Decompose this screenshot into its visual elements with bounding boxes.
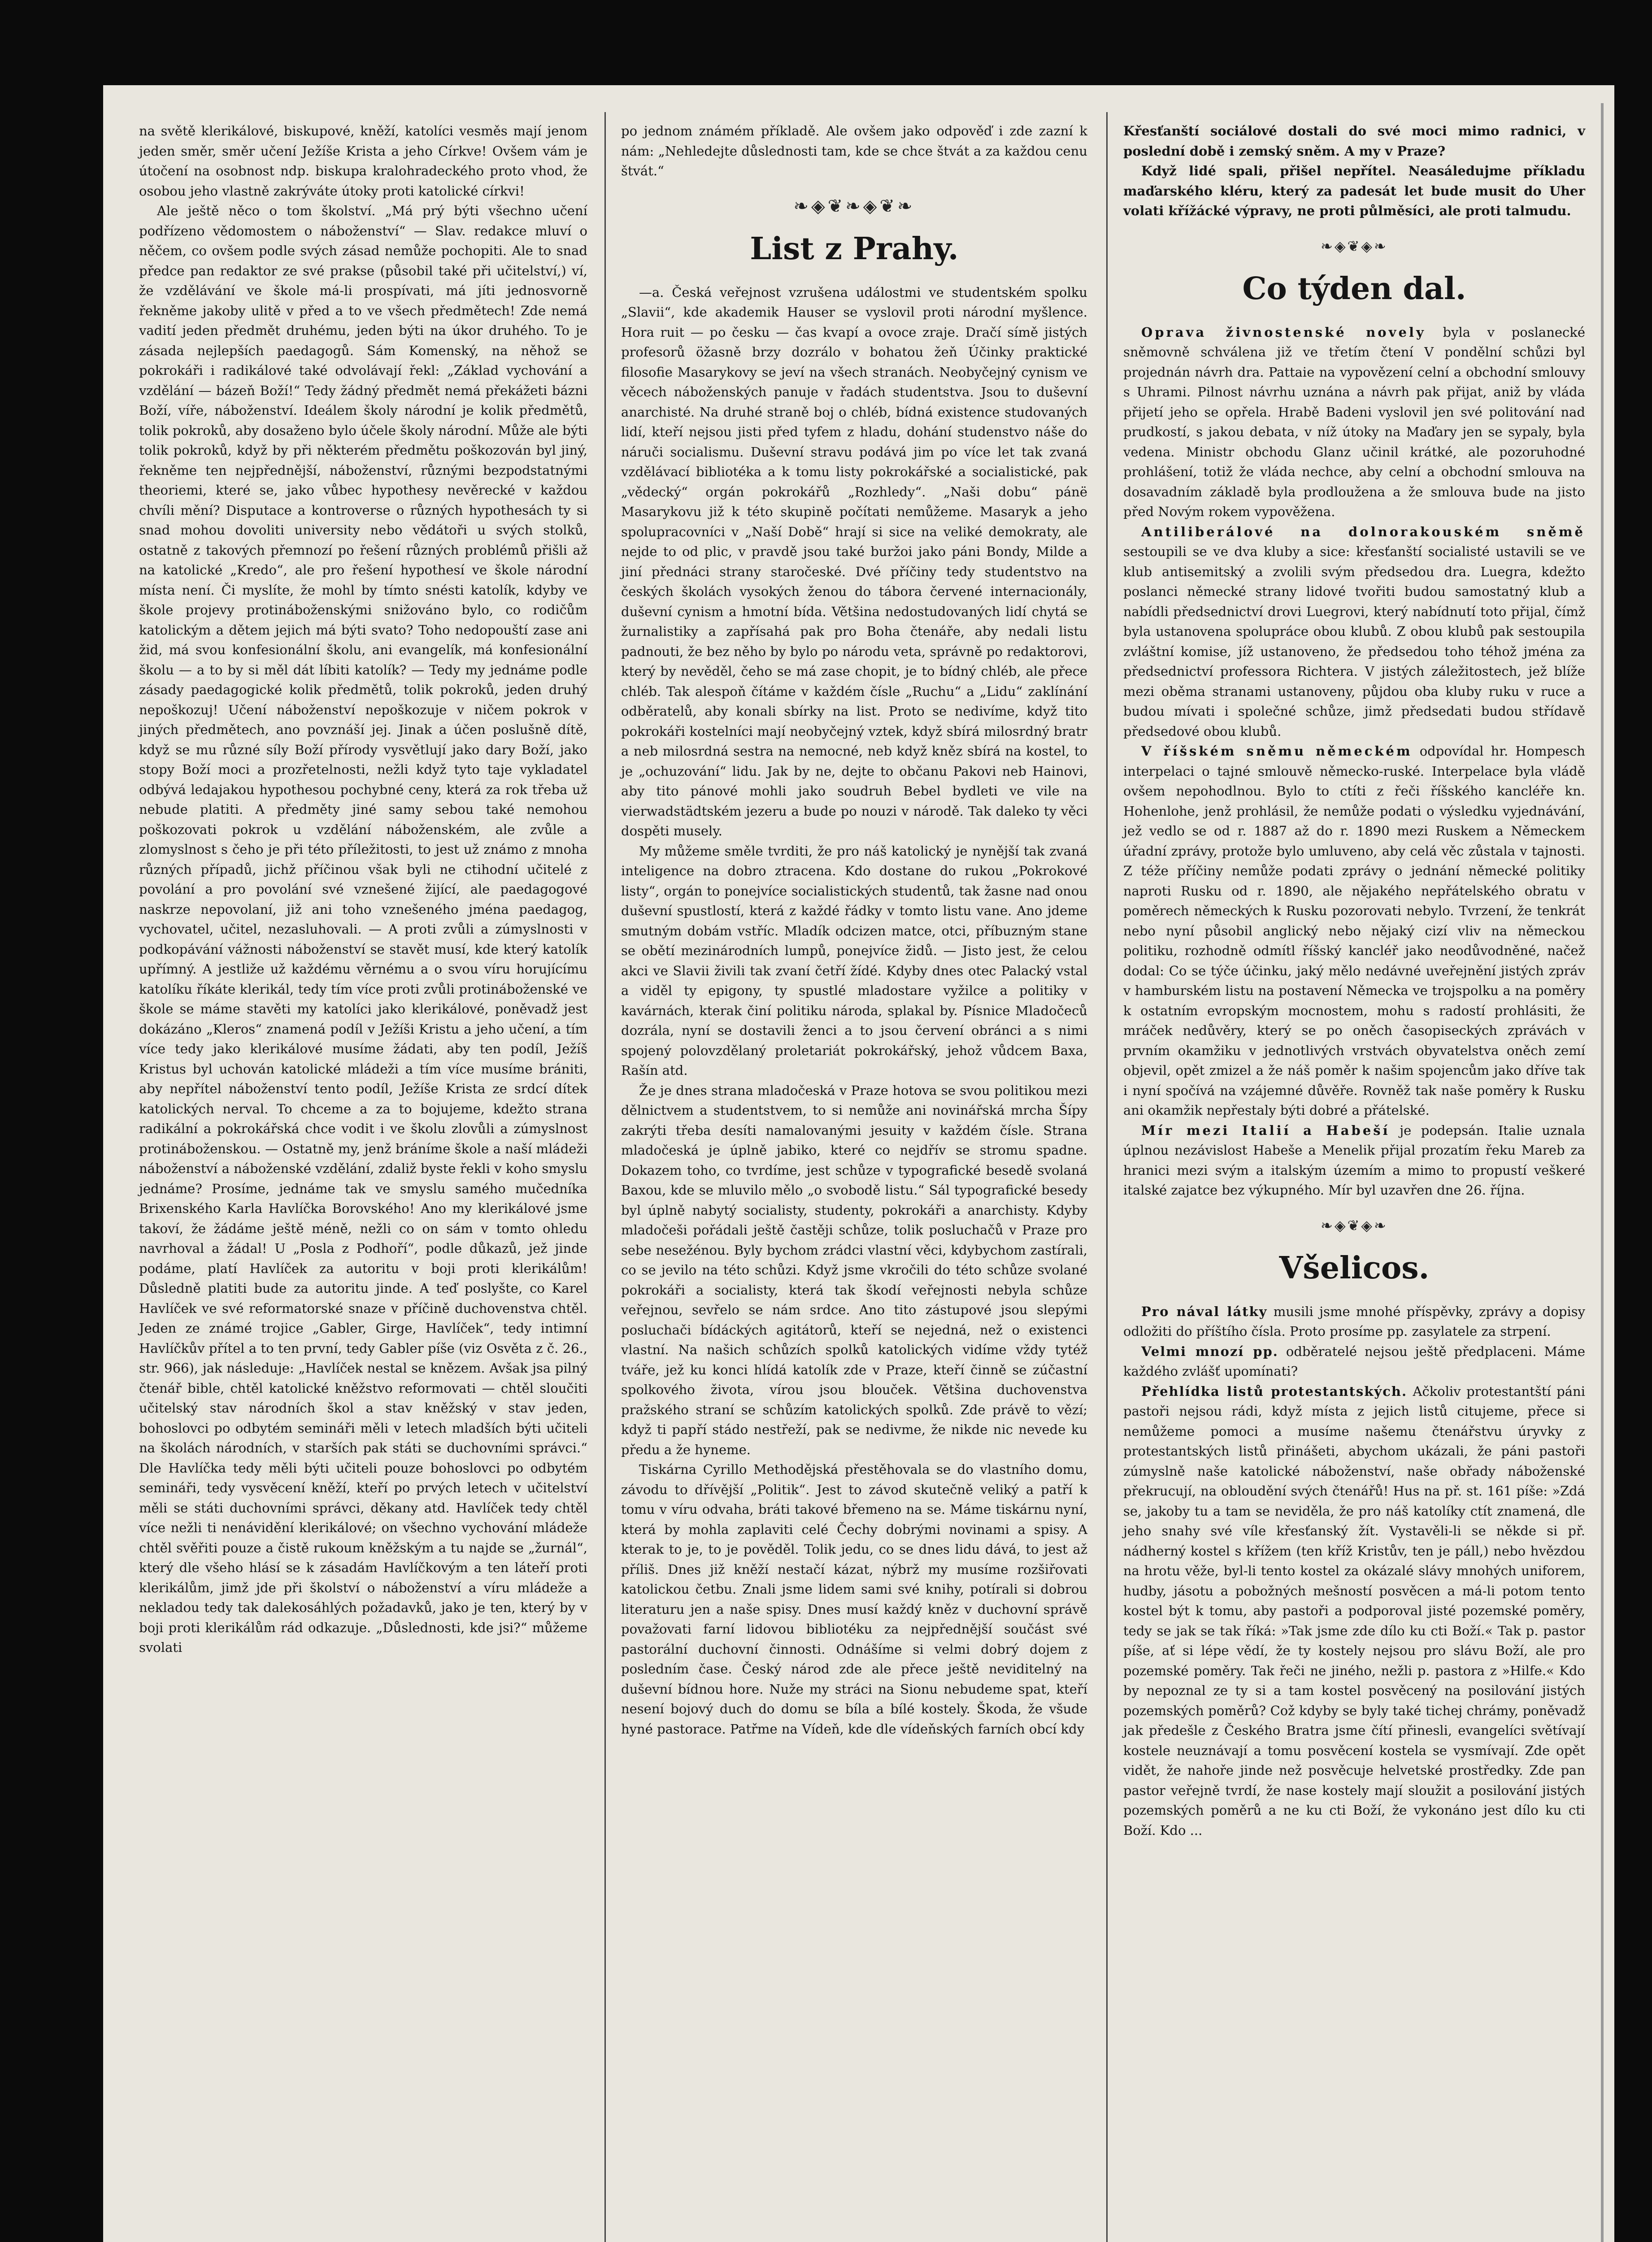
paragraph: na světě klerikálové, biskupové, kněží, katolíci vesměs mají jenom jeden směr, směr učení Ježíše Krista a jeho Církve! Ovšem vám je útočení na osobnost ndp. biskupa kralohradeckého proto vhod, že osobou jeho vlastně zakrýváte útoky proti katolické církvi!: [139, 123, 587, 199]
news-item-lead: Mír mezi Italií a Habeší: [1141, 1122, 1390, 1138]
news-item-text: odběratelé nejsou ještě předplaceni. Máme každého zvlášť upomínati?: [1123, 1343, 1586, 1379]
article-heading-list-z-prahy: List z Prahy.: [750, 230, 959, 267]
paragraph: Ale ještě něco o tom školství. „Má prý býti všechno učení podřízeno vědomostem o náboženství“ — Slav. redakce mluví o něčem, co ovšem podle svých zásad nemůže pochopiti. Ale to snad předce pan redaktor ze své prakse (působil také při učitelství,) ví, že vzdělávání ve škole má-li prospívati, má jíti jednosvorně řekněme jakoby ulitě v před a to ve všech předmětech! Zde nemá vadití jeden předmět druhému, jeden býti na úkor druhého. To je zásada nejlepších paedagogů. Sám Komenský, na něhož se pokrokáři i radikálové také odvolávají řekl: „Základ vychování a vzdělání — bázeň Boží!“ Tedy žádný předmět nemá překážeti bázni Boží, víře, náboženství. Ideálem školy národní je kolik předmětů, tolik pokroků, aby dosaženo bylo účele školy národní. Může ale býti tolik pokroků, když by při některém předmětu poškozován byl jiný, řekněme ten nejpřednější, náboženství, různými bezpodstatnými theoriemi, které se, jako vůbec hypothesy nevěrecké v každou chvíli mění? Disputace a kontroverse o různých hypothesách ty si snad mohou dovoliti university nebo vědátoři u svých stolků, ostatně z takových přemnozí po řešení různých problémů přišli až na katolické „Kredo“, ale pro řešení hypothesí ve škole národní místa není. Či myslíte, že mohl by tímto snésti katolík, kdyby ve škole projevy protináboženskými snižováno bylo, co rodičům katolickým a dětem jejich má býti svato? Toho nedopouští zase ani žid, má svou konfesionální školu, ani evangelík, má konfesionální školu — a to by si měl dát líbiti katolík? — Tedy my jednáme podle zásady paedagogické kolik předmětů, tolik pokroků, jeden druhý nepoškozuj! Učení náboženství nepoškozuje v ničem pokrok v jiných předmětech, ano povznáší jej. Jinak a účen poslušně dítě, když se mu různé síly Boží přírody vysvětlují jako dary Boží, jako stopy Boží moci a prozřetelnosti, nežli když tyto taje vykladatel odbývá ledajakou hypothesou pochybné ceny, která za rok třeba už nebude platiti. A předměty jiné samy sebou také nemohou poškozovati pokrok u vzdělání náboženském, ale zvůle a zlomyslnost s čeho je při této příležitosti, to jest už známo z mnoha různých případů, jichž příčinou však byli ne ctihodní učitelé z povolání a pro povolání své vznešené žijící, ale paedagogové naskrze nepovolaní, již ani toho vznešeného jména paedagog, vychovatel, učitel, nezasluhovali. — A proti zvůli a zúmyslnosti v podkopávání vážnosti náboženství se stavět musí, kde který katolík upřímný. A jestliže už každému věrnému a o svou víru horujícímu katolíku říkáte klerikál, tedy tím více proti zvůli protináboženské ve škole se máme stavěti my katolíci jako klerikálové, poněvadž jest dokázáno „Kleros“ znamená podíl v Ježíši Kristu a jeho učení, a tím více tedy jako klerikálové musíme žádati, aby ten podíl, Ježíš Kristus byl uchován katolické mládeži a tím více musíme brániti, aby nepřítel náboženství tento podíl, Ježíše Krista ze srdcí dítek katolických nerval. To chceme a za to bojujeme, kdežto strana radikální a pokrokářská chce vodit i ve školu zlovůli a zúmyslnost protináboženskou. — Ostatně my, jenž bráníme škole a naší mládeži náboženství a náboženské vzdělání, zdaliž byste řekli v koho smyslu jednáme? Prosíme, jednáme tak ve smyslu samého mučedníka Brixenského Karla Havlíčka Borovského! Ano my klerikálové jsme takoví, že žádáme ještě méně, nežli co on sám v tomto ohledu navrhoval a žádal! U „Posla z Podhoří“, podle důkazů, jež jinde podáme, platí Havlíček za autoritu v boji proti klerikálům! Důsledně platiti bude za autoritu jinde. A teď poslyšte, co Karel Havlíček ve své reformatorské snaze v příčině duchovenstva chtěl. Jeden ze známé trojice „Gabler, Girge, Havlíček“, tedy intimní Havlíčkův přítel a to ten první, tedy Gabler píše (viz Osvěta z č. 26., str. 966), jak následuje: „Havlíček nestal se knězem. Avšak jsa pilný čtenář bible, chtěl katolické kněžstvo reformovati — chtěl sloučiti učitelský stav národních škol a stav kněžský v stav jeden, bohoslovci po odbytém semináři měli v letech mladších býti učiteli na školách národních, v starších pak státi se duchovními správci.“ Dle Havlíčka tedy měli býti učiteli pouze bohoslovci po odbytém semináři, tedy vysvěcení kněží, kteří po prvých letech v učitelství měli se státi duchovními správci, děkany atd. Havlíček tedy chtěl více nežli ti nenávidění klerikálové; on všechno vychování mládeže chtěl svěřiti pouze a čistě rukoum kněžským a tu najde se „žurnál“, který dle všeho hlásí se k zásadám Havlíčkovým a ten láteří proti klerikálům, jimž jde při školství o náboženství a víru mládeže a nekladou tedy tak dalekosáhlých požadavků, jako je ten, který by v boji proti klerikálům rád odkazuje. „Důslednosti, kde jsi?“ můžeme svolati: [139, 203, 587, 1655]
paragraph: —a. Česká veřejnost vzrušena událostmi ve studentském spolku „Slavii“, kde akademik Hauser se vyslovil proti národní myšlence. Hora ruit — po česku — čas kvapí a ovoce zraje. Dračí símě jistých profesorů öžasně brzy dozrálo v bohatou žeň Účinky praktické filosofie Masarykovy se jeví na všech stranách. Neobyčejný cynism ve věcech náboženských panuje v řadách studentstva. Jsou to duševní anarchisté. Na druhé straně boj o chléb, bídná existence studovaných lidí, kteří nejsou jisti před tyfem z hladu, dohání studenstvo náše do náruči socialismu. Duševní stravu podává jim po více let tak zvaná vzdělávací bibliotéka a k tomu listy pokrokářské a socialistické, pak „vědecký“ orgán pokrokářů „Rozhledy“. „Naši dobu“ pánë Masarykovu již k této skupině počítati nemůžeme. Masaryk a jeho spolupracovníci v „Naší Době“ hrají si sice na veliké demokraty, ale nejde to od plic, v pravdě jsou také buržoi jako páni Bondy, Milde a jiní přednáci strany staročeské. Dvé příčiny tedy studentstvo na českých školách vysokých ženou do tábora červené internacionály, duševní cynism a hmotní bída. Většina nedostudovaných lidí chytá se žurnalistiky a zapřísahá pak pro Boha čtenáře, aby nedali listu padnouti, že bez něho by bylo po národu veta, správně po redaktorovi, který by nevěděl, čeho se má zase chopit, je to bídný chléb, ale přece chléb. Tak alespoň čítáme v každém čísle „Ruchu“ a „Lidu“ zaklínání odběratelů, aby konali sbírky na list. Proto se nedivíme, když tito pokrokáři kostelníci mají neobyčejný vztek, když sbírá milosrdný bratr a neb milosrdná sestra na nemocné, neb když kněz sbírá na kostel, to je „ochuzování“ lidu. Jak by ne, dejte to občanu Pakovi neb Hainovi, aby tito pánové mohli jako soudruh Bebel bydleti ve vile na vierwadstädtském jezeru a bude po nouzi v národě. Tak daleko ty věci dospěti musely.: [621, 284, 1087, 839]
paragraph: Když lidé spali, přišel nepřítel. Neasáledujme příkladu maďarského kléru, který za padesát let bude musit do Uher volati křížácké výpravy, ne proti půlměsíci, ale proti talmudu.: [1123, 163, 1585, 218]
column-rule-1: [604, 112, 606, 2242]
paragraph: My můžeme směle tvrditi, že pro náš katolický je nynější tak zvaná inteligence na dobro ztracena. Kdo dostane do rukou „Pokrokové listy“, orgán to ponejvíce socialistických studentů, tak žasne nad onou duševní spustlostí, která z každé řádky v tomto listu vane. Ano jdeme smutným dobám vstříc. Mladík odcizen matce, otci, příbuzným stane se obětí mezinárodních lumpů, ponejvíce židů. — Jisto jest, že celou akci ve Slavii živili tak zvaní četří žídé. Kdyby dnes otec Palacký vstal a viděl ty epigony, ty spustlé mladostare vyžilce a politiky v kavárnách, kterak činí politiku národa, splakal by. Písnice Mladočeců dozrála, nyní se dostavili ženci a to jsou červení obránci a s nimi spojený polovzdělaný proletariát pokrokářský, jehož vůdcem Baxa, Rašín atd.: [621, 843, 1087, 1078]
news-item: [1123, 1121, 1585, 1200]
column-middle: [621, 121, 1087, 2242]
news-item-lead: Antiliberálové na dolnorakouském sněmě: [1141, 524, 1585, 539]
news-item: [1123, 322, 1585, 522]
column-right: [1123, 121, 1585, 2242]
news-item: [1123, 1302, 1585, 1342]
ornament-divider: ❧◈❦❧◈❦❧: [793, 196, 915, 217]
news-item-lead: Pro nával látky: [1141, 1303, 1268, 1319]
news-item-lead: Přehlídka listů protestantských.: [1141, 1383, 1408, 1399]
page-edge-rule: [1601, 103, 1604, 2242]
paragraph: po jednom známém příkladě. Ale ovšem jako odpověď i zde zazní k nám: „Nehledejte důslednosti tam, kde se chce štvát a za každou cenu štvát.“: [621, 123, 1087, 178]
newspaper-page: [103, 85, 1614, 2242]
news-item-text: odpovídal hr. Hompesch interpelaci o tajné smlouvě německo-ruské. Interpelace byla vládě ovšem nepohodlnou. Bylo to ctíti z řeči říšského kancléře kn. Hohenlohe, jenž prohlásil, že nemůže podati o výsledku vyjednávání, jež vedlo se od r. 1887 až do r. 1890 mezi Ruskem a Německem úřadní zprávy, protože bylo umluveno, aby celá věc zůstala v tajnosti. Z téže příčiny nemůže podati zprávy o jednání německé politiky naproti Rusku od r. 1890, ale nějakého nepřátelského obratu v poměrech německých k Rusku pozorovati nebylo. Tvrzení, že tenkrát nebo nyní působil anglický nebo nějaký cizí vliv na německou politiku, rozhodně odmítl říšský kancléř jako neodůvodněné, načež dodal: Co se týče účinku, jaký mělo nedávné uveřejnění jistých zpráv v hamburském listu na postavení Německa ve trojspolku a na poměry k ostatním evropským mocnostem, mohu s radostí prohlásiti, že mráček nedůvěry, který se po oněch časopiseckých zprávách v prvním okamžiku v jednotlivých vrstvách obyvatelstva oněch zemí objevil, opět zmizel a že náš poměr k našim spojencům jako dříve tak i nyní spočívá na vzájemné důvěře. Rovněž tak naše poměry k Rusku ani okamžik nepřestaly býti dobré a přátelské.: [1123, 743, 1586, 1118]
news-item-text: musili jsme mnohé příspěvky, zprávy a dopisy odložiti do příštího čísla. Proto prosíme pp. zasylatele za strpení.: [1123, 1303, 1585, 1339]
news-item: [1123, 1382, 1585, 1841]
ornament-divider: ❧◈❦◈❧: [1321, 237, 1388, 255]
ornament-divider: ❧◈❦◈❧: [1321, 1217, 1388, 1234]
news-item: [1123, 1342, 1585, 1382]
paragraph: Tiskárna Cyrillo Methodějská přestěhovala se do vlastního domu, závodu to dřívější „Politik“. Jest to závod skutečně veliký a patří k tomu v víru odvaha, bráti takové břemeno na se. Máme tiskárnu nyní, která by mohla zaplaviti celé Čechy dobrými novinami a spisy. A kterak to je, to je pověděl. Tolik jedu, co se dnes lidu dává, to jest až příliš. Dnes již kněží nestačí kázat, nýbrž my musíme rozšiřovati katolickou četbu. Znali jsme lidem sami své knihy, potírali si dobrou literaturu jen a naše spisy. Dnes musí každý kněz v duchovní správě považovati farní lidovou bibliotéku za nejpřednější součást své pastorální duchovní činnosti. Odnášíme si velmi dobrý dojem z posledním čase. Český národ zde ale přece ještě neviditelný na duševní bídnou hore. Nuže my stráci na Sionu nebudeme spat, kteří nesení bojový duch do domu se bíla a bílé kostely. Škoda, že všude hyné pastorace. Patřme na Vídeň, kde dle vídeňských farních obcí kdy: [621, 1462, 1087, 1737]
section-heading-vselicos: Všelicos.: [1279, 1250, 1430, 1286]
news-item-lead: V říšském sněmu německém: [1141, 743, 1413, 759]
news-item: [1123, 522, 1585, 742]
column-left: [139, 121, 587, 2242]
news-item: [1123, 741, 1585, 1121]
news-item-lead: Oprava živnostenské novely: [1141, 324, 1426, 340]
paragraph: Křesťanští sociálové dostali do své moci mimo radnici, v poslední době i zemský sněm. A my v Praze?: [1123, 123, 1585, 159]
news-item-lead: Velmi mnozí pp.: [1141, 1343, 1278, 1359]
column-rule-2: [1106, 112, 1108, 2242]
news-item-text: Ačkoliv protestantští páni pastoři nejsou rádi, když místa z jejich listů citujeme, přece si nemůžeme pomoci a musíme našemu čtenářstvu úryvky z protestantských listů přinášeti, abychom ukázali, že páni pastoři zúmyslně naše katolické náboženství, naše obřady náboženské překrucují, na obloudění svých čtenářů! Hus na př. st. 161 píše: »Zdá se, jakoby tu a tam se neviděla, že pro náš katolíky ctít znamená, dle jeho snahy své víle křesťanský žít. Vystavěli-li se někde si př. nádherný kostel s křížem (ten kříž Kristův, ten je páll,) nebo hvězdou na hrotu věže, byl-li tento kostel za okázalé slávy mnohých uniforem, hudby, jásotu a pobožných mešností posvěcen a má-li potom tento kostel být k tomu, aby pastoři a podporoval jisté pozemské poměry, tedy se jak se tak říká: »Tak jsme zde dílo ku cti Boží.« Tak p. pastor píše, ať si lépe vědí, že ty kostely nejsou pro slávu Boží, ale pro pozemské poměry. Tak řeči ne jiného, nežli p. pastora z »Hilfe.« Kdo by nepoznal ze ty si a tam kostel posvěcený na posilování jistých pozemských poměrů? Což kdyby se byly také tichej chrámy, poněvadž jak předešle z Českého Bratra jsme čítí přinesli, evangelíci světívají kostele neuznávají a tomu posvěcení kostela se vysmívají. Zde opět vidět, že nahoře jinde než posvěcuje helvetské prostředky. Zde pan pastor veřejně tvrdí, že nase kostely mají sloužit a posilování jistých pozemských poměrů a ne ku cti Boží, že vykonáno jest dílo ku cti Boží. Kdo ...: [1123, 1383, 1585, 1838]
news-item-text: je podepsán. Italie uznala úplnou nezávislost Habeše a Menelik přijal prozatím řeku Mareb za hranici mezi svým a italským územím a mimo to propustí veškeré italské zajatce bez výkupného. Mír byl uzavřen dne 26. října.: [1123, 1122, 1585, 1198]
section-heading-co-tyden-dal: Co týden dal.: [1242, 270, 1466, 307]
news-item-text: byla v poslanecké sněmovně schválena již ve třetím čtení V pondělní schůzi byl projednán návrh dra. Pattaie na vypovězení celní a obchodní smlouvy s Uhrami. Pilnost návrhu uznána a návrh pak přijat, aniž by vláda přijetí jeho se opřela. Hrabě Badeni vyslovil jen své politování nad prudkostí, s jakou debata, v níž útoky na Maďary jen se sypaly, byla vedena. Ministr obchodu Glanz učinil krátké, ale pozoruhodné prohlášení, totiž že vláda nechce, aby celní a obchodní smlouva na dosavadním základě byla prodloužena a že smlouva bude na jisto před Novým rokem vypověžena.: [1123, 324, 1586, 519]
news-item-text: sestoupili se ve dva kluby a sice: křesťanští socialisté ustavili se ve klub antisemitský a zvolili svým předsedou dra. Luegra, kdežto poslanci německé strany lidové tvořiti budou samostatný klub a nabídli předsednictví drovi Luegrovi, který nabídnutí toto přijal, čímž byla ustanovena spolupráce obou klubů. Z obou klubů pak sestoupila zvláštní komise, jíž ustanoveno, že předsedou toho téhož jména za předsednictví professora Richtera. V jistých záležitostech, jež blíže mezi oběma stranami ustanoveny, půjdou oba kluby ruku v ruce a budou mívati i společné schůze, jimž předsedati budou střídavě předsedové obou klubů.: [1123, 544, 1585, 739]
paragraph: Že je dnes strana mladočeská v Praze hotova se svou politikou mezi dělnictvem a studentstvem, to si nemůže ani novinářská mrcha Šípy zakrýti třeba desíti namalovanými jesuity v každém čísle. Strana mladočeská je úplně jabiko, které co nejdřív se stromu spadne. Dokazem toho, co tvrdíme, jest schůze v typografické besedě svolaná Baxou, kde se mluvilo mělo „o svobodě listu.“ Sál typografické besedy byl úplně nabytý socialisty, studenty, pokrokáři a anarchisty. Kdyby mladočeši pořádali ještě častěji schůze, tolik posluchačů v Praze pro sebe nesežénou. Byly bychom zrádci vlastní věci, kdybychom zastírali, co se jevilo na této schůzi. Když jsme vkročili do této schůze svolané pokrokáři a socialisty, která tak škodí veřejnosti nebyla schůze veřejnou, sevřelo se nám srdce. Ano tito zástupové jsou slepými posluchači bídáckých agitátorů, kteří se nejedná, než o existenci vlastní. Na našich schůzích spolků katolických vidíme vždy tytéž tváře, jež ku konci hlídá katolík zde v Praze, kteří činně se zúčastní spolkového života, vírou jsou blouček. Většina duchovenstva pražského straní se schůzím katolických spolků. Zde právě to vězí; když ti papří stádo nestřeží, pak se nedivme, že nikde nic nevede ku předu a že hyneme.: [621, 1082, 1087, 1457]
